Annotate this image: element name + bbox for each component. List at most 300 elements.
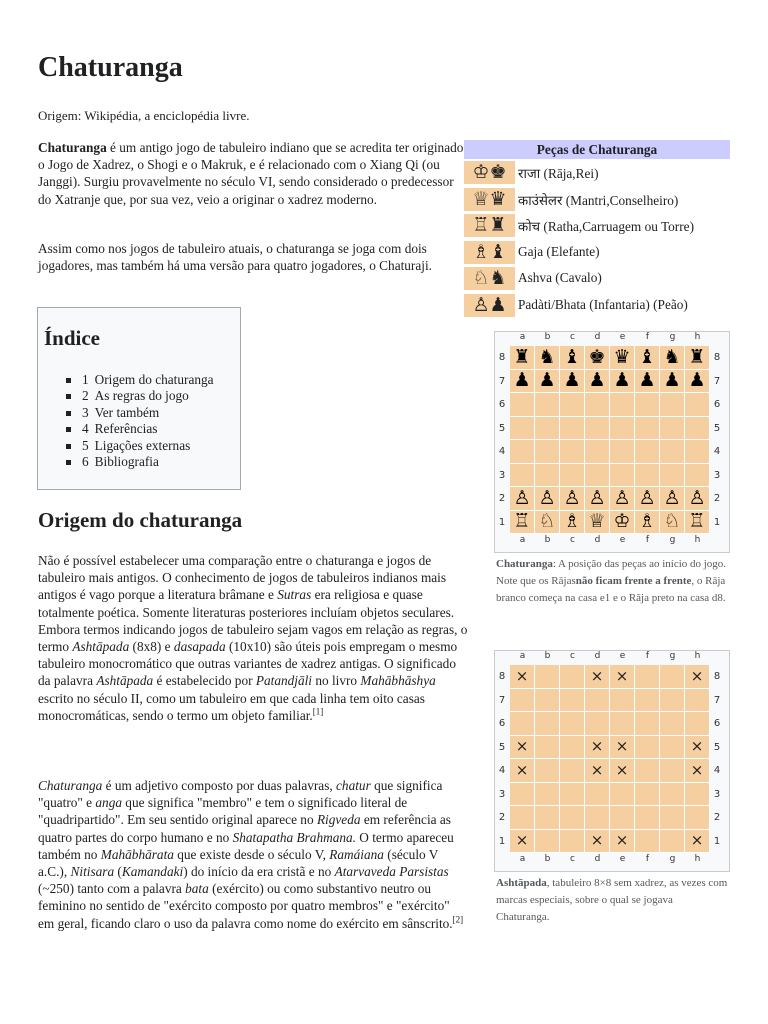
piece-name[interactable]: Gaja (Elefante) [518,243,600,259]
file-label: b [544,854,551,864]
board-square[interactable] [610,806,635,830]
board-square[interactable] [635,370,660,394]
board-square[interactable] [535,487,560,511]
special-mark-icon: × [690,760,704,779]
file-label: b [544,535,551,545]
board-square[interactable] [610,487,635,511]
chess-piece-icon: ♗ [563,510,581,533]
board-square[interactable] [635,346,660,370]
chess-piece-icon: ♙ [563,486,581,509]
board-square[interactable] [685,712,710,736]
link-mahabharata[interactable]: Mahābhārata [100,846,174,862]
board-square[interactable] [610,689,635,713]
board-square[interactable] [535,511,560,535]
board-square[interactable] [560,783,585,807]
toc-label: Referências [94,421,158,437]
file-label: e [619,854,626,864]
file-label: f [645,651,650,661]
special-mark-icon: × [515,760,529,779]
file-label: a [519,854,526,864]
special-mark-icon: × [690,831,704,850]
board-square[interactable] [560,346,585,370]
board-square[interactable] [585,393,610,417]
board-square[interactable] [635,417,660,441]
board-square[interactable] [585,689,610,713]
chess-piece-icon: ♙ [588,486,606,509]
board-square[interactable] [510,712,535,736]
chess-piece-icon: ♟ [688,369,706,392]
special-mark-icon: × [515,737,529,756]
board-square[interactable] [510,346,535,370]
rank-label: 8 [713,352,721,363]
file-label: c [570,651,575,661]
rank-label: 4 [498,446,506,457]
ashtapada-board[interactable] [494,650,730,872]
board-square[interactable] [560,393,585,417]
file-label: a [519,332,526,342]
board-square[interactable] [510,806,535,830]
toc-number: 6 [82,454,89,470]
special-mark-icon: × [615,666,629,685]
board-square[interactable] [510,689,535,713]
board-square[interactable] [685,346,710,370]
board-square[interactable] [510,487,535,511]
special-mark-icon: × [590,831,604,850]
board-square[interactable] [510,665,535,689]
board-square[interactable] [685,511,710,535]
board-square[interactable] [660,689,685,713]
board-square[interactable] [660,393,685,417]
piece-icons: ♙♟ [464,294,515,317]
file-label: c [570,854,575,864]
board-square[interactable] [685,689,710,713]
file-label: g [669,535,676,545]
file-label: e [619,651,626,661]
toc-number: 4 [82,421,89,437]
board-square[interactable] [685,665,710,689]
rank-label: 7 [498,375,506,387]
rank-label: 3 [713,788,721,800]
toc-item[interactable] [66,405,214,421]
file-label: h [694,854,701,864]
toc-number: 3 [82,404,89,420]
board-square[interactable] [660,736,685,760]
board-square[interactable] [560,370,585,394]
section-heading: Origem do chaturanga [38,508,243,532]
chess-piece-icon: ♟ [563,369,581,392]
chess-piece-icon: ♖ [688,510,706,533]
board-square[interactable] [585,783,610,807]
piece-row [464,212,730,239]
board-square[interactable] [660,712,685,736]
board-square[interactable] [535,783,560,807]
rank-label: 3 [498,469,506,481]
file-label: b [544,651,551,661]
board-square[interactable] [685,370,710,394]
file-label: e [619,332,626,342]
rank-label: 4 [498,765,506,776]
chess-piece-icon: ♛ [613,345,631,368]
file-label: b [544,332,551,342]
board-square[interactable] [535,393,560,417]
file-label: g [669,854,676,864]
board-square[interactable] [660,417,685,441]
chess-piece-icon: ♚ [588,345,606,368]
board-square[interactable] [535,830,560,854]
board-square[interactable] [660,464,685,488]
rank-label: 2 [498,812,506,823]
board-square[interactable] [685,417,710,441]
rank-label: 6 [713,399,721,410]
board-square[interactable] [635,830,660,854]
chess-piece-icon: ♙ [638,486,656,509]
board-square[interactable] [510,736,535,760]
chess-piece-icon: ♕ [588,510,606,533]
board-square[interactable] [585,464,610,488]
piece-name[interactable]: कोच (Ratha,Carruagem ou Torre) [518,219,694,234]
pieces-table-rows [464,159,730,318]
board-square[interactable] [610,440,635,464]
toc-number: 5 [82,437,89,453]
board-square[interactable] [660,783,685,807]
special-mark-icon: × [615,760,629,779]
board-square[interactable] [585,712,610,736]
board-square[interactable] [610,511,635,535]
toc-title: Índice [44,326,101,350]
players-paragraph: Assim como nos jogos de tabuleiro atuais, o chaturanga se joga com dois jogadores, mas também há uma versão para quatro jogadores, o Chaturaji. [38,241,432,274]
board-square[interactable] [510,370,535,394]
piece-icons: ♕♛ [464,188,515,211]
board-square[interactable] [635,487,660,511]
board-square[interactable] [635,712,660,736]
rank-label: 3 [713,469,721,481]
file-label: e [619,535,626,545]
link-ramaiana[interactable]: Ramáiana [329,846,384,862]
file-label: f [645,332,650,342]
board-square[interactable] [685,393,710,417]
board-square[interactable] [535,440,560,464]
chess-piece-icon: ♟ [663,369,681,392]
board-square[interactable] [685,759,710,783]
toc-list [66,372,214,470]
board-square[interactable] [635,736,660,760]
piece-icons: ♗♝ [464,241,515,264]
etymology-paragraph: Chaturanga é um adjetivo composto por duas palavras, chatur que significa "quatro" e anga que significa "membro" e tem o significado literal de "quadripartido". Em seu sentido original aparece no Rigveda em referência as quatro partes do corpo humano e no Shatapatha Brahmana. O termo apareceu também no Mahābhārata que existe desde o século V, Ramáiana (século V a.C.), Nitisara (Kamandaki) do início da era cristã e no Atarvaveda Parsistas (~250) tanto com a palavra bata (exército) ou como substantivo neutro ou feminino no sentido de "exército composto por quatro membros" e "exército" em geral, ficando claro o uso da palavra como nome do exército em sânscrito.[2] [38,778,464,931]
toc-label: Ligações externas [94,437,191,453]
board-square[interactable] [535,806,560,830]
board-square[interactable] [510,511,535,535]
file-label: d [594,535,601,545]
file-label: d [594,332,601,342]
rank-label: 5 [498,741,506,753]
board-square[interactable] [585,346,610,370]
board-square[interactable] [585,370,610,394]
board-square[interactable] [610,736,635,760]
chess-piece-icon: ♘ [538,510,556,533]
board-square[interactable] [685,806,710,830]
chess-piece-icon: ♘ [663,510,681,533]
board-square[interactable] [635,665,660,689]
origin-paragraph: Não é possível estabelecer uma comparação entre o chaturanga e jogos de tabuleiro mais antigos. O conhecimento de jogos de tabuleiros indianos mais antigos é vago porque a literatura brâmane e Sutras era religiosa e quase totalmente poética. Somente literaturas posteriores incluíam objetos seculares. Embora termos indicando jogos de tabuleiro sejam vagos em relação as regras, o termo Ashtāpada (8x8) e dasapada (10x10) são úteis pois empregam o mesmo tabuleiro monocromático que outras variantes de xadrez antigas. O significado da palavra Ashtāpada é estabelecido por Patandjāli no livro Mahābhāshya escrito no século II, como um tabuleiro em que cada linha tem oito casas monocromáticas, sendo o termo um objeto familiar.[1] [38,553,468,723]
chess-piece-icon: ♙ [613,486,631,509]
chess-piece-icon: ♟ [638,369,656,392]
chess-piece-icon: ♔ [613,510,631,533]
toc-item[interactable] [66,372,214,388]
file-label: a [519,651,526,661]
chess-piece-icon: ♜ [688,345,706,368]
rank-label: 4 [713,446,721,457]
piece-row [464,292,730,319]
toc-item[interactable] [66,438,214,454]
piece-name[interactable]: काउंसेलर (Mantri,Conselheiro) [518,192,679,208]
board-square[interactable] [635,440,660,464]
page-title: Chaturanga [38,52,183,83]
board-square[interactable] [510,783,535,807]
board-square[interactable] [685,830,710,854]
rank-label: 7 [713,375,721,387]
board-square[interactable] [560,689,585,713]
reference-link-1[interactable]: [1] [312,706,324,717]
board-square[interactable] [635,783,660,807]
table-of-contents [37,307,241,490]
chess-piece-icon: ♙ [688,486,706,509]
board-square[interactable] [510,417,535,441]
rank-label: 4 [713,765,721,776]
chess-piece-icon: ♜ [513,345,531,368]
board-square[interactable] [660,759,685,783]
board-square[interactable] [660,440,685,464]
board-square[interactable] [560,759,585,783]
board-square[interactable] [560,830,585,854]
link-rigveda[interactable]: Rigveda [316,812,361,828]
chess-piece-icon: ♙ [538,486,556,509]
board-square[interactable] [535,665,560,689]
rank-label: 1 [498,516,506,528]
board-square[interactable] [535,759,560,783]
piece-name[interactable]: Ashva (Cavalo) [518,270,602,285]
board-square[interactable] [560,736,585,760]
chess-piece-icon: ♙ [513,486,531,509]
board-square[interactable] [560,511,585,535]
file-label: f [645,535,650,545]
rank-label: 5 [498,422,506,434]
rank-label: 6 [498,399,506,410]
file-label: h [694,332,701,342]
board-square[interactable] [585,806,610,830]
board-square[interactable] [510,393,535,417]
rank-label: 1 [713,516,721,528]
chess-piece-icon: ♝ [638,345,656,368]
board-square[interactable] [610,417,635,441]
chess-piece-icon: ♟ [513,369,531,392]
board-square[interactable] [660,346,685,370]
piece-row [464,239,730,266]
reference-link-2[interactable]: [2] [452,914,464,925]
board-square[interactable] [535,417,560,441]
board-square[interactable] [560,487,585,511]
special-mark-icon: × [590,760,604,779]
special-mark-icon: × [515,666,529,685]
toc-number: 1 [82,372,89,387]
chess-piece-icon: ♗ [638,510,656,533]
board-square[interactable] [660,830,685,854]
piece-icons: ♔♚ [464,161,515,184]
board-square[interactable] [635,511,660,535]
board1-caption: Chaturanga: A posição das peças ao início do jogo. Note que os Rājasnão ficam frente a frente, o Rāja branco começa na casa e1 e o Rāja preto na casa d8. [496,558,727,604]
board-square[interactable] [510,464,535,488]
file-label: d [594,651,601,661]
file-label: c [570,332,575,342]
toc-label: Bibliografia [94,454,159,470]
chess-piece-icon: ♝ [563,345,581,368]
special-mark-icon: × [515,831,529,850]
initial-position-board[interactable] [494,331,730,553]
file-label: c [570,535,575,545]
board-square[interactable] [610,712,635,736]
board-square[interactable] [635,464,660,488]
board-square[interactable] [535,712,560,736]
piece-icons: ♖♜ [464,214,515,237]
rank-label: 5 [713,741,721,753]
board-square[interactable] [585,487,610,511]
chess-piece-icon: ♟ [588,369,606,392]
board-square[interactable] [585,736,610,760]
toc-item[interactable] [66,421,214,437]
board2-caption: Ashtāpada, tabuleiro 8×8 sem xadrez, as vezes com marcas especiais, sobre o qual se jogava Chaturanga. [496,877,728,923]
board-square[interactable] [535,370,560,394]
toc-item[interactable] [66,454,214,470]
board-square[interactable] [610,346,635,370]
origin-note: Origem: Wikipédia, a enciclopédia livre. [38,108,250,123]
file-label: g [669,332,676,342]
rank-label: 1 [713,835,721,847]
piece-icons: ♘♞ [464,267,515,290]
board-square[interactable] [685,736,710,760]
board-square[interactable] [610,830,635,854]
board-square[interactable] [535,464,560,488]
board-square[interactable] [535,736,560,760]
pieces-table-header: Peças de Chaturanga [464,140,730,159]
toc-label: Origem do chaturanga [94,372,214,387]
special-mark-icon: × [590,737,604,756]
rank-label: 2 [713,493,721,504]
chess-piece-icon: ♟ [538,369,556,392]
chess-piece-icon: ♙ [663,486,681,509]
piece-name[interactable]: राजा (Rāja,Rei) [518,166,599,181]
file-label: h [694,535,701,545]
board-square[interactable] [660,665,685,689]
file-label: f [645,854,650,864]
rank-label: 7 [498,694,506,706]
board-square[interactable] [510,440,535,464]
rank-label: 8 [713,671,721,682]
board-square[interactable] [685,440,710,464]
board-square[interactable] [685,487,710,511]
link-sutras[interactable]: Sutras [277,587,312,603]
board-square[interactable] [660,487,685,511]
toc-number: 2 [82,388,89,404]
file-label: g [669,651,676,661]
board-square[interactable] [610,759,635,783]
toc-label: As regras do jogo [94,388,189,404]
intro-paragraph [38,139,468,208]
board-square[interactable] [585,417,610,441]
piece-row [464,265,730,292]
piece-name[interactable]: Padàti/Bhata (Infantaria) (Peão) [518,296,688,312]
chess-piece-icon: ♖ [513,510,531,533]
chess-piece-icon: ♞ [538,345,556,368]
special-mark-icon: × [615,831,629,850]
board-square[interactable] [635,393,660,417]
rank-label: 8 [498,671,506,682]
board-square[interactable] [560,712,585,736]
board-square[interactable] [635,806,660,830]
board-square[interactable] [660,806,685,830]
intro-text: é um antigo jogo de tabuleiro indiano que se acredita ter originado o Jogo de Xadrez, o Shogi e o Makruk, e é relacionado com o Xiang Qi (ou Janggi). Surgiu provavelmente no século VI, sendo considerado o predecessor do Xatranje que, por sua vez, veio a originar o xadrez moderno. [38,140,464,207]
chess-piece-icon: ♞ [663,345,681,368]
board-square[interactable] [585,511,610,535]
board-square[interactable] [610,370,635,394]
board-square[interactable] [585,830,610,854]
board-square[interactable] [560,464,585,488]
board-square[interactable] [610,464,635,488]
file-label: d [594,854,601,864]
board-square[interactable] [560,806,585,830]
file-label: a [519,535,526,545]
board-square[interactable] [610,783,635,807]
board-square[interactable] [535,346,560,370]
board-square[interactable] [585,759,610,783]
article-term: Chaturanga [38,140,107,155]
board-square[interactable] [585,665,610,689]
rank-label: 2 [498,493,506,504]
toc-item[interactable] [66,388,214,404]
special-mark-icon: × [615,737,629,756]
board-square[interactable] [660,511,685,535]
pieces-table [464,140,730,318]
board-square[interactable] [560,440,585,464]
piece-row [464,186,730,213]
toc-label: Ver também [94,404,160,420]
rank-label: 2 [713,812,721,823]
rank-label: 7 [713,694,721,706]
board-square[interactable] [635,689,660,713]
board-square[interactable] [510,759,535,783]
special-mark-icon: × [690,737,704,756]
special-mark-icon: × [690,666,704,685]
board-square[interactable] [685,464,710,488]
rank-label: 6 [498,718,506,729]
board-square[interactable] [610,665,635,689]
board-square[interactable] [560,417,585,441]
board-square[interactable] [535,689,560,713]
rank-label: 8 [498,352,506,363]
rank-label: 6 [713,718,721,729]
board-square[interactable] [635,759,660,783]
chess-piece-icon: ♟ [613,369,631,392]
board-square[interactable] [685,783,710,807]
rank-label: 1 [498,835,506,847]
board-square[interactable] [510,830,535,854]
rank-label: 5 [713,422,721,434]
board-square[interactable] [585,440,610,464]
board-square[interactable] [560,665,585,689]
piece-row [464,159,730,186]
special-mark-icon: × [590,666,604,685]
board-square[interactable] [660,370,685,394]
board-square[interactable] [610,393,635,417]
file-label: h [694,651,701,661]
